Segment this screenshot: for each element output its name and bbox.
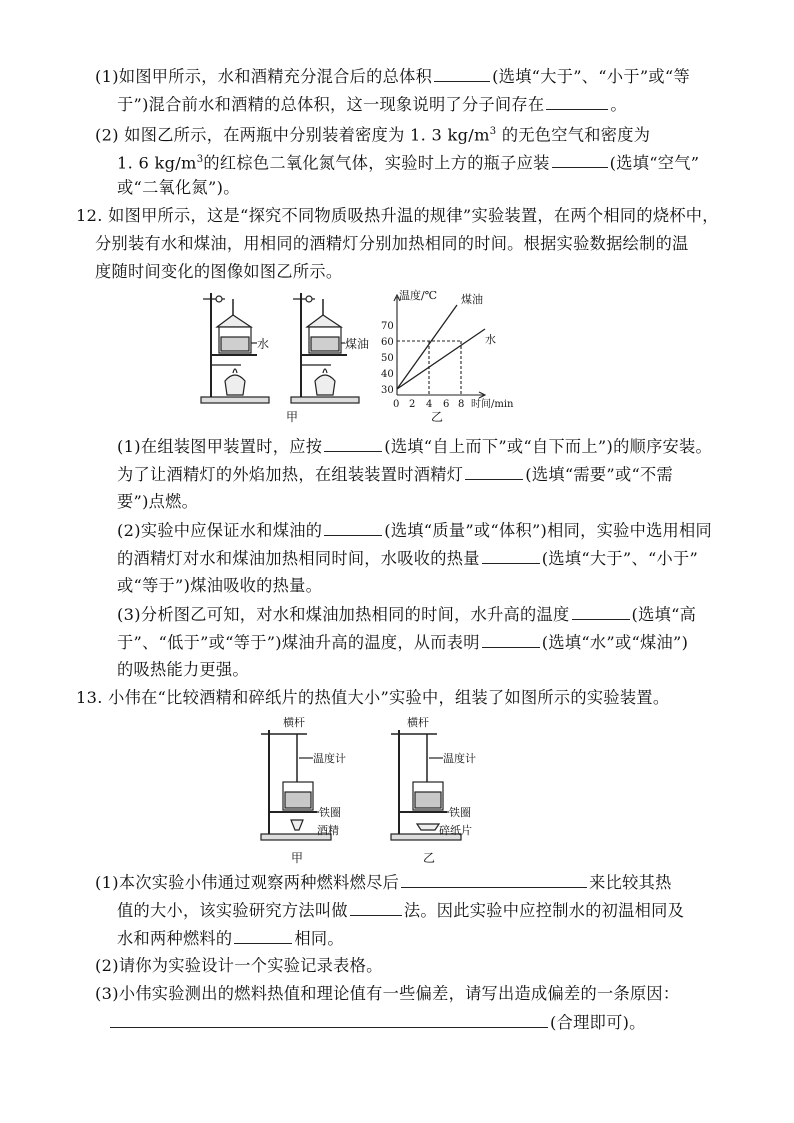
q13-part3: (3)小伟实验测出的燃料热值和理论值有一些偏差，请写出造成偏差的一条原因： bbox=[95, 984, 680, 1003]
q12-stem-line1: 12. 如图甲所示，这是“探究不同物质吸热升温的规律”实验装置，在两个相同的烧杯中， bbox=[76, 206, 719, 225]
answer-blank[interactable] bbox=[434, 66, 490, 82]
x-tick-2: 2 bbox=[409, 399, 416, 410]
q12-stem-line2: 分别装有水和煤油，用相同的酒精灯分别加热相同的时间。根据实验数据绘制的温 bbox=[95, 234, 689, 253]
q12-part3-line2: 于”、“低于”或“等于”)煤油升高的温度，从而表明 (选填“水”或“煤油”) bbox=[117, 633, 689, 652]
paper-label: 碎纸片 bbox=[439, 824, 472, 837]
answer-blank[interactable] bbox=[234, 928, 292, 944]
y-tick-70: 70 bbox=[381, 321, 394, 332]
q12-part3-line1: (3)分析图乙可知，对水和煤油加热相同的时间，水升高的温度 (选填“高 bbox=[117, 605, 697, 624]
q12-part2-line1: (2)实验中应保证水和煤油的 (选填“质量”或“体积”)相同，实验中选用相同 bbox=[117, 521, 713, 540]
temperature-time-graph bbox=[375, 285, 535, 425]
x-tick-0: 0 bbox=[393, 399, 400, 410]
answer-blank[interactable] bbox=[324, 520, 382, 536]
q12-stem-line3: 度随时间变化的图像如图乙所示。 bbox=[95, 262, 343, 281]
q11-part1-line2: 于”)混合前水和酒精的总体积，这一现象说明了分子间存在 。 bbox=[117, 95, 627, 114]
q13-part1-line3: 水和两种燃料的 相同。 bbox=[117, 929, 344, 948]
x-axis-label: 时间/min bbox=[471, 399, 514, 410]
q12-part2-line2: 的酒精灯对水和煤油加热相同时间，水吸收的热量 (选填“大于”、“小于” bbox=[117, 549, 699, 568]
fig-jia-label: 甲 bbox=[291, 851, 304, 865]
q12-part3-line3: 的吸热能力更强。 bbox=[117, 660, 249, 679]
q11-part1-line1: (1)如图甲所示，水和酒精充分混合后的总体积 (选填“大于”、“小于”或“等 bbox=[95, 67, 690, 86]
answer-blank[interactable] bbox=[350, 900, 402, 916]
fig-yi-label: 乙 bbox=[431, 410, 444, 424]
answer-blank[interactable] bbox=[465, 464, 523, 480]
q12-part1-line3: 要”)点燃。 bbox=[117, 492, 199, 511]
kerosene-label: 煤油 bbox=[345, 337, 370, 351]
heating-apparatus-figure bbox=[195, 285, 385, 425]
answer-blank[interactable] bbox=[552, 152, 608, 168]
y-tick-30: 30 bbox=[381, 385, 394, 396]
y-tick-40: 40 bbox=[381, 369, 394, 380]
y-axis-label: 温度/℃ bbox=[399, 289, 438, 302]
iron-ring-label-jia: 铁圈 bbox=[319, 806, 341, 819]
q13-stem: 13. 小伟在“比较酒精和碎纸片的热值大小”实验中，组装了如图所示的实验装置。 bbox=[76, 688, 670, 707]
crossbar-label-yi: 横杆 bbox=[407, 716, 429, 729]
crossbar-label-jia: 横杆 bbox=[283, 716, 305, 729]
iron-ring-label-yi: 铁圈 bbox=[449, 806, 471, 819]
water-label: 水 bbox=[257, 337, 270, 351]
q13-part2: (2)请你为实验设计一个实验记录表格。 bbox=[95, 956, 383, 975]
y-tick-60: 60 bbox=[381, 337, 394, 348]
alcohol-label: 酒精 bbox=[317, 824, 339, 837]
q13-part1-line2: 值的大小，该实验研究方法叫做 法。因此实验中应控制水的初温相同及 bbox=[117, 901, 685, 920]
q13-part1-line1: (1)本次实验小伟通过观察两种燃料燃尽后 来比较其热 bbox=[95, 873, 672, 892]
x-tick-4: 4 bbox=[426, 399, 433, 410]
q11-part2-line2: 1. 6 $kg/m^3$的红棕色二氧化氮气体，实验时上方的瓶子应装 (选填“空气” bbox=[117, 153, 700, 173]
answer-blank[interactable] bbox=[110, 1012, 548, 1028]
series-kerosene-label: 煤油 bbox=[461, 293, 483, 306]
q11-part2-line1: (2) 如图乙所示，在两瓶中分别装着密度为 1. 3 $kg/m^3$ 的无色空气和密度为 bbox=[95, 125, 651, 145]
answer-blank[interactable] bbox=[324, 436, 382, 452]
answer-blank[interactable] bbox=[482, 548, 540, 564]
heat-value-apparatus-figure bbox=[255, 712, 495, 867]
answer-blank[interactable] bbox=[482, 632, 540, 648]
q12-part1-line1: (1)在组装图甲装置时，应按 (选填“自上而下”或“自下而上”)的顺序安装。 bbox=[117, 437, 713, 456]
y-tick-50: 50 bbox=[381, 353, 394, 364]
answer-blank[interactable] bbox=[572, 604, 630, 620]
q12-part1-line2: 为了让酒精灯的外焰加热，在组装装置时酒精灯 (选填“需要”或“不需 bbox=[117, 465, 674, 484]
fig-yi-label: 乙 bbox=[423, 851, 436, 865]
thermometer-label-jia: 温度计 bbox=[313, 752, 346, 765]
x-tick-6: 6 bbox=[443, 399, 450, 410]
q11-part2-line3: 或“二氧化氮”)。 bbox=[117, 178, 240, 197]
answer-blank[interactable] bbox=[546, 94, 608, 110]
q12-part2-line3: 或“等于”)煤油吸收的热量。 bbox=[117, 576, 323, 595]
thermometer-label-yi: 温度计 bbox=[443, 752, 476, 765]
answer-blank[interactable] bbox=[401, 872, 587, 888]
x-tick-8: 8 bbox=[458, 399, 465, 410]
fig-jia-label: 甲 bbox=[286, 410, 299, 424]
q13-part3-answer-line: (合理即可)。 bbox=[108, 1012, 646, 1033]
series-water-label: 水 bbox=[485, 333, 496, 346]
